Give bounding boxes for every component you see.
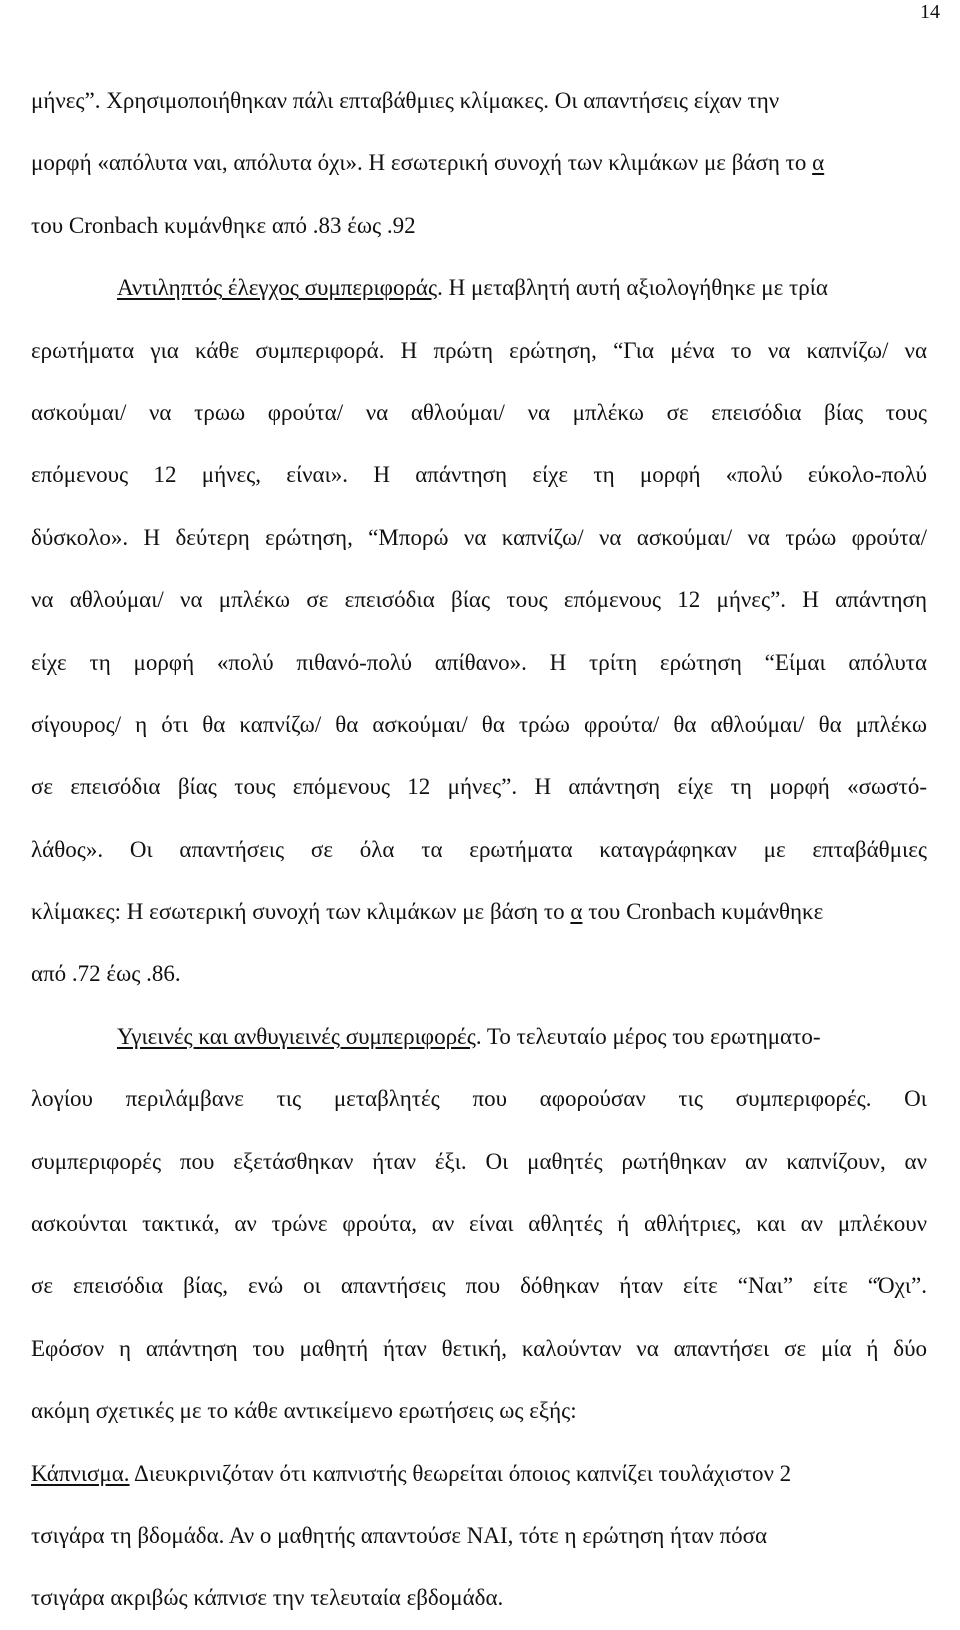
text-line: ερωτήματα για κάθε συμπεριφορά. Η πρώτη ερώτηση, “Για μένα το να καπνίζω/ να (31, 337, 927, 363)
text-line: ασκούνται τακτικά, αν τρώνε φρούτα, αν είναι αθλητές ή αθλήτριες, και αν μπλέκουν (31, 1211, 927, 1237)
text-line: Υγιεινές και ανθυγιεινές συμπεριφορές. Το τελευταίο μέρος του ερωτηματο- (117, 1023, 821, 1049)
text-line: δύσκολο». Η δεύτερη ερώτηση, “Μπορώ να καπνίζω/ να ασκούμαι/ να τρώω φρούτα/ (31, 524, 927, 550)
text-line: συμπεριφορές που εξετάσθηκαν ήταν έξι. Οι μαθητές ρωτήθηκαν αν καπνίζουν, αν (31, 1148, 927, 1174)
text-line: κλίμακες: Η εσωτερική συνοχή των κλιμάκων με βάση το α του Cronbach κυμάνθηκε (31, 899, 824, 925)
text-line: Αντιληπτός έλεγχος συμπεριφοράς. Η μεταβλητή αυτή αξιολογήθηκε με τρία (117, 275, 828, 301)
section-heading: Υγιεινές και ανθυγιεινές συμπεριφορές (117, 1023, 476, 1049)
text-line: τσιγάρα ακριβώς κάπνισε την τελευταία εβδομάδα. (31, 1585, 504, 1611)
text-line: από .72 έως .86. (31, 961, 181, 987)
text-line: λογίου περιλάμβανε τις μεταβλητές που αφορούσαν τις συμπεριφορές. Οι (31, 1086, 927, 1112)
text-line: μορφή «απόλυτα ναι, απόλυτα όχι». Η εσωτερική συνοχή των κλιμάκων με βάση το α (31, 150, 825, 176)
text-line: τσιγάρα τη βδομάδα. Αν ο μαθητής απαντούσε ΝΑΙ, τότε η ερώτηση ήταν πόσα (31, 1522, 768, 1548)
alpha-symbol: α (812, 150, 825, 176)
text-line: μήνες”. Χρησιμοποιήθηκαν πάλι επταβάθμιες κλίμακες. Οι απαντήσεις είχαν την (31, 88, 780, 113)
text-line: Κάπνισμα. Διευκρινιζόταν ότι καπνιστής θεωρείται όποιος καπνίζει τουλάχιστον 2 (31, 1460, 792, 1486)
text-line: είχε τη μορφή «πολύ πιθανό-πολύ απίθανο». Η τρίτη ερώτηση “Είμαι απόλυτα (31, 649, 927, 675)
text-line: του Cronbach κυμάνθηκε από .83 έως .92 (31, 212, 416, 238)
alpha-symbol: α (570, 899, 583, 925)
text-line: σε επεισόδια βίας τους επόμενους 12 μήνες”. Η απάντηση είχε τη μορφή «σωστό- (31, 774, 927, 800)
text-line: σίγουρος/ η ότι θα καπνίζω/ θα ασκούμαι/ θα τρώω φρούτα/ θα αθλούμαι/ θα μπλέκω (31, 711, 927, 737)
text-line: Εφόσον η απάντηση του μαθητή ήταν θετική, καλούνταν να απαντήσει σε μία ή δύο (31, 1335, 927, 1361)
section-heading: Κάπνισμα. (31, 1460, 130, 1486)
document-body (31, 70, 927, 1630)
text-line: ασκούμαι/ να τρωω φρούτα/ να αθλούμαι/ να μπλέκω σε επεισόδια βίας τους (31, 399, 927, 425)
text-line: ακόμη σχετικές με το κάθε αντικείμενο ερωτήσεις ως εξής: (31, 1398, 577, 1424)
text-line: επόμενους 12 μήνες, είναι». Η απάντηση είχε τη μορφή «πολύ εύκολο-πολύ (31, 462, 927, 488)
page-number: 14 (920, 1, 940, 23)
text-line: λάθος». Οι απαντήσεις σε όλα τα ερωτήματα καταγράφηκαν με επταβάθμιες (31, 836, 927, 862)
text-line: να αθλούμαι/ να μπλέκω σε επεισόδια βίας τους επόμενους 12 μήνες”. Η απάντηση (31, 587, 927, 613)
section-heading: Αντιληπτός έλεγχος συμπεριφοράς (117, 275, 438, 301)
text-line: σε επεισόδια βίας, ενώ οι απαντήσεις που δόθηκαν ήταν είτε “Ναι” είτε “Όχι”. (31, 1273, 927, 1299)
